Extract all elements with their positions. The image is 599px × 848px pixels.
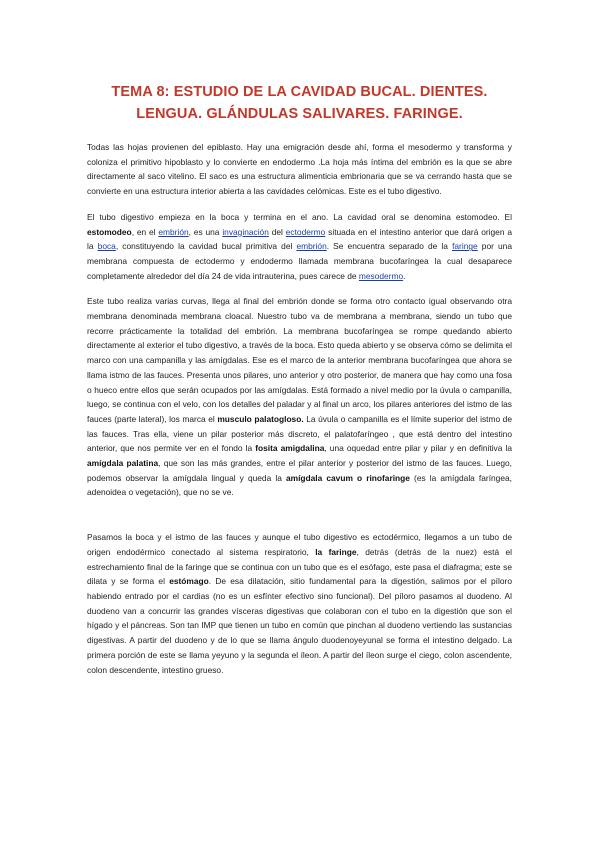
text-run: , detrás (detrás de la nuez) está el estrechamiento final de la faringe que se continua con un tubo que es el esófago, este pasa el diafragma; este se dilata y se forma el xyxy=(87,546,513,587)
term-link[interactable]: ectodermo xyxy=(285,226,326,237)
text-run: situada en el intestino anterior que dará origen a la xyxy=(87,226,512,252)
paragraph-3 xyxy=(87,294,512,500)
text-run: del xyxy=(268,226,286,237)
title-line-2: LENGUA. GLÁNDULAS SALIVARES. FARINGE. xyxy=(136,106,463,122)
text-run: (es la amígdala faríngea, adenoidea o vegetación), que no se ve. xyxy=(87,472,512,498)
text-run: , que son las más grandes, entre el pilar anterior y posterior del istmo de las fauces. Luego, podemos observar la amígdala lingual y queda la xyxy=(87,458,513,483)
bold-term: estómago xyxy=(169,576,209,587)
text-run: , constituyendo la cavidad bucal primitiva del xyxy=(115,241,297,252)
term-link[interactable]: boca xyxy=(97,241,116,252)
bold-term: estomodeo xyxy=(87,226,132,237)
text-run: . xyxy=(403,270,406,281)
text-run: , en el xyxy=(131,226,159,237)
bold-term: amígdala palatina xyxy=(87,458,159,469)
term-link[interactable]: invaginación xyxy=(222,226,269,237)
term-link[interactable]: embrión xyxy=(158,226,189,237)
text-run: por una membrana compuesta de ectodermo y endodermo llamada membrana bucofaríngea la cual desaparece completamente alrededor del día 24 de vida intrauterina, pues carece de xyxy=(87,241,512,281)
title-line-1: TEMA 8: ESTUDIO DE LA CAVIDAD BUCAL. DIENTES. xyxy=(111,84,488,100)
paragraph-2 xyxy=(87,210,512,284)
text-run: Este tubo realiza varias curvas, llega al final del embrión donde se forma otro contacto igual observando otra membrana denominada membrana cloacal. Nuestro tubo va de membrana a membrana, siendo un tubo que recorre prácticamente la totalidad del embrión. La membrana bucofaríngea se rompe quedando abierto directamente al exterior el tubo digestivo, a través de la boca. Esto queda abierto y se observa cómo se delimita el marco con una campanilla y las amígdalas. Ese es el marco de la anterior membrana bucofaríngea que ahora se llama istmo de las fauces. Presenta unos pilares, uno anterior y otro posterior, de manera que hay como una fosa o hueco entre ellos que serán ocupados por las amígdalas. Está formado a nivel medio por la úvula o campanilla, luego, se continua con el velo, con los detalles del paladar y al final un arco, los pilares anteriores del istmo de las fauces (parte lateral), los marca el xyxy=(87,296,512,424)
term-link[interactable]: mesodermo xyxy=(358,270,404,281)
paragraph-4 xyxy=(87,530,512,677)
bold-term: la faringe xyxy=(315,546,357,557)
text-run: . De esa dilatación, sitio fundamental para la digestión, salimos por el píloro habiendo entrado por el cardias (no es un esfínter efectivo sino funcional). Del píloro pasamos al duodeno. Al duodeno van a concurrir las grandes vísceras digestivas que colaboran con el tubo en la digestión que son el hígado y el páncreas. Son tan IMP que tienen un tubo en común que pinchan al duodeno vertiendo las sustancias digestivas. A partir del duodeno y de lo que se llama ángulo duodenoyeyunal se forma el intestino delgado. La primera porción de este se llama yeyuno y la segunda el íleon. A partir del íleon surge el ciego, colon ascendente, colon descendente, intestino grueso. xyxy=(87,576,512,675)
text-run: , es una xyxy=(188,226,223,237)
term-link[interactable]: faringe xyxy=(452,241,478,252)
document-title xyxy=(87,0,512,125)
term-link[interactable]: embrión xyxy=(296,241,327,252)
text-run: Pasamos la boca y el istmo de las fauces y aunque el tubo digestivo es ectodérmico, llegamos a un tubo de origen endodérmico conectado al sistema respiratorio, xyxy=(87,532,512,557)
bold-term: fosita amigdalina xyxy=(255,443,325,454)
text-run: , una oquedad entre pilar y pilar y en definitiva la xyxy=(324,443,512,454)
text-run: El tubo digestivo empieza en la boca y termina en el ano. La cavidad oral se denomina estomodeo. El xyxy=(87,211,512,222)
bold-term: musculo palatogloso. xyxy=(217,413,304,424)
text-run: Todas las hojas provienen del epiblasto. Hay una emigración desde ahí, forma el mesodermo y transforma y coloniza el primitivo hipoblasto y lo convierte en endodermo .La hoja más íntima del embrión es la que se abre directamente al saco vitelino. El saco es una estructura alimenticia embrionaria que se va cerrando hasta que se convierte en una estructura interior abierta a las cavidades celómicas. Este es el tubo digestivo. xyxy=(87,142,512,197)
paragraph-1 xyxy=(87,140,512,199)
bold-term: amígdala cavum o rinofaringe xyxy=(285,472,410,483)
document-body xyxy=(87,140,512,677)
text-run: La úvula o campanilla es el límite superior del istmo de las fauces. Tras ella, viene un pilar posterior más discreto, el palatofaríngeo , que está dentro del intestino anterior, que nos permite ver en el fondo la xyxy=(87,413,512,454)
text-run: . Se encuentra separado de la xyxy=(326,241,453,252)
